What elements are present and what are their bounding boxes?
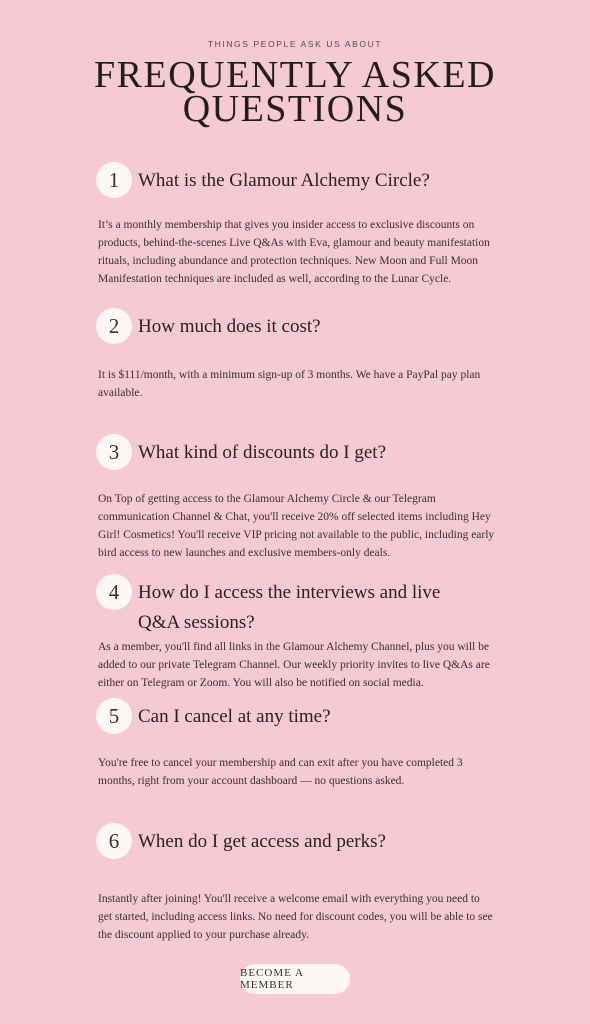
faq-answer-3: On Top of getting access to the Glamour Alchemy Circle & our Telegram communication Channel & Chat, you'll receive 20% off selected items including Hey Girl! Cosmetics! You'll receive VIP pricing not available to the public, including early bird access to new launches and exclusive members-only deals. xyxy=(98,493,495,559)
faq-question-text: When do I get access and perks? xyxy=(138,831,386,852)
faq-question-text: What is the Glamour Alchemy Circle? xyxy=(138,170,430,191)
page-title-line-2: QUESTIONS xyxy=(182,88,408,130)
faq-question-text: How do I access the interviews and live Q&A sessions? xyxy=(138,582,441,633)
faq-answer-4: As a member, you'll find all links in the Glamour Alchemy Channel, plus you will be added to our private Telegram Channel. Our weekly priority invites to live Q&As are either on Telegram or Zoom. You will also be notified on social media. xyxy=(98,641,490,689)
faq-number-badge: 6 xyxy=(96,823,132,859)
section-eyebrow: THINGS PEOPLE ASK US ABOUT xyxy=(207,39,383,49)
faq-answer-2: It is $111/month, with a minimum sign-up of 3 months. We have a PayPal pay plan available. xyxy=(98,369,481,399)
page-title-line-1: FREQUENTLY ASKED xyxy=(94,54,496,96)
faq-answer-5: You're free to cancel your membership and can exit after you have completed 3 months, right from your account dashboard — no questions asked. xyxy=(98,757,463,787)
faq-number-badge: 1 xyxy=(96,162,132,198)
faq-number-badge: 4 xyxy=(96,574,132,610)
faq-number-badge: 2 xyxy=(96,308,132,344)
faq-answer-1: It’s a monthly membership that gives you insider access to exclusive discounts on products, behind-the-scenes Live Q&As with Eva, glamour and beauty manifestation rituals, including abundance and protection techniques. New Moon and Full Moon Manifestation techniques are included as well, according to the Lunar Cycle. xyxy=(98,219,490,285)
faq-question-text: How much does it cost? xyxy=(138,316,321,337)
faq-answer-6: Instantly after joining! You'll receive a welcome email with everything you need to get started, including access links. No need for discount codes, you will be able to see the discount applied to your purchase already. xyxy=(98,893,493,941)
faq-question-text: Can I cancel at any time? xyxy=(138,706,331,727)
become-member-button[interactable]: BECOME A MEMBER xyxy=(240,964,350,994)
faq-number-badge: 5 xyxy=(96,698,132,734)
faq-number-badge: 3 xyxy=(96,434,132,470)
page-title xyxy=(0,54,590,130)
faq-question-text: What kind of discounts do I get? xyxy=(138,442,387,463)
